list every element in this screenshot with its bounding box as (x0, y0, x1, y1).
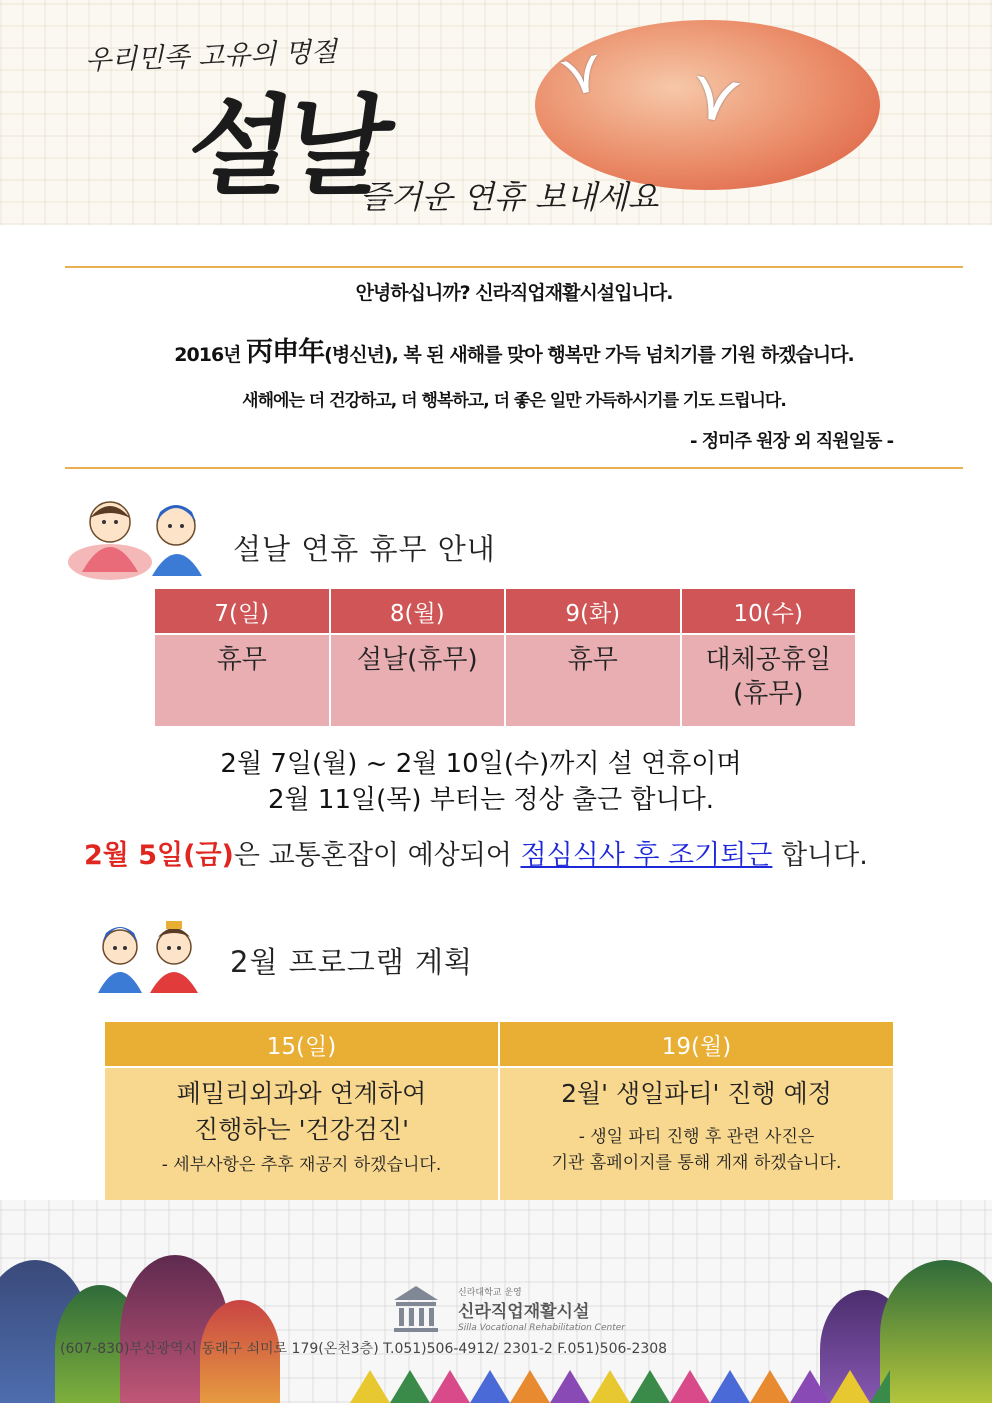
program-sub-text: - 생일 파티 진행 후 관련 사진은 (578, 1127, 815, 1147)
program-table (103, 1020, 895, 1211)
greeting-line-1: 안녕하십니까? 신라직업재활시설입니다. (355, 282, 673, 304)
greeting-line-2-text: (병신년), 복 된 새해를 맞아 행복만 가득 넘치기를 기원 하겠습니다. (324, 344, 854, 366)
bottom-slogan: 즐거운 연휴 보내세요 (360, 178, 659, 216)
header-title: 설날 (179, 84, 395, 210)
decorative-stripe (350, 1370, 890, 1403)
crane-icon: ⋎ (553, 34, 611, 112)
holiday-section-title: 설날 연휴 휴무 안내 (233, 532, 496, 566)
program-value-cell (499, 1067, 894, 1210)
program-section-title: 2월 프로그램 계획 (230, 945, 473, 979)
holiday-value-line: (휴무) (732, 679, 804, 709)
holiday-notice-line-1: 2월 7일(월) ~ 2월 10일(수)까지 설 연휴이며 (220, 749, 742, 779)
greeting-line-2 (65, 330, 963, 369)
building-logo-icon (390, 1282, 442, 1334)
program-header-row (104, 1021, 894, 1067)
holiday-value-cell: 휴무 (154, 634, 330, 727)
holiday-header-cell: 10(수) (681, 588, 857, 634)
divider-bottom (65, 467, 963, 469)
holiday-header-cell: 9(화) (505, 588, 681, 634)
program-header-cell: 15(일) (104, 1021, 499, 1067)
top-slogan: 우리민족 고유의 명절 (84, 36, 338, 77)
early-leave-date: 2월 5일(금) (84, 840, 234, 871)
holiday-value-line: 대체공휴일 (705, 645, 832, 675)
early-leave-end: 합니다. (772, 840, 868, 871)
org-name: 신라직업재활시설 (458, 1302, 590, 1322)
holiday-header-cell: 7(일) (154, 588, 330, 634)
holiday-value-row (154, 634, 856, 727)
early-leave-notice (84, 833, 868, 872)
holiday-value-cell (681, 634, 857, 727)
program-sub-text: 기관 홈페이지를 통해 게재 하겠습니다. (551, 1153, 842, 1173)
early-leave-text: 은 교통혼잡이 예상되어 (233, 840, 521, 871)
program-value-row (104, 1067, 894, 1210)
holiday-table (153, 587, 857, 728)
crane-icon: ⋎ (683, 51, 749, 141)
org-operator: 신라대학교 운영 (458, 1288, 522, 1298)
program-value-cell (104, 1067, 499, 1210)
holiday-header-cell: 8(월) (330, 588, 506, 634)
early-leave-link[interactable]: 점심식사 후 조기퇴근 (520, 840, 773, 871)
greeting-line-3: 새해에는 더 건강하고, 더 행복하고, 더 좋은 일만 가득하시기를 기도 드립니다. (242, 391, 786, 411)
program-main-text: 2월' 생일파티' 진행 예정 (561, 1079, 832, 1108)
holiday-notice-line-2: 2월 11일(목) 부터는 정상 출근 합니다. (267, 785, 714, 815)
holiday-header-row (154, 588, 856, 634)
holiday-value-cell: 휴무 (505, 634, 681, 727)
greeting-signature: - 정미주 원장 외 직원일동 - (690, 431, 894, 452)
program-main-text: 폐밀리외과와 연계하여 (176, 1079, 427, 1108)
header-banner (0, 0, 992, 225)
program-sub-text: - 세부사항은 추후 재공지 하겠습니다. (161, 1155, 442, 1175)
holiday-value-cell: 설날(휴무) (330, 634, 506, 727)
children-in-hanbok-icon (88, 907, 208, 997)
divider-top (65, 266, 963, 268)
greeting-year: 2016년 (174, 344, 247, 366)
hill-graphic (880, 1260, 992, 1403)
program-main-text: 진행하는 '건강검진' (194, 1115, 409, 1144)
org-english-name: Silla Vocational Rehabilitation Center (458, 1323, 625, 1333)
children-in-hanbok-icon (62, 492, 212, 582)
program-header-cell: 19(월) (499, 1021, 894, 1067)
footer-address: (607-830)부산광역시 동래구 쇠미로 179(온천3층) T.051)506-4912/ 2301-2 F.051)506-2308 (60, 1341, 668, 1357)
greeting-hanja: 丙申年 (246, 337, 325, 368)
